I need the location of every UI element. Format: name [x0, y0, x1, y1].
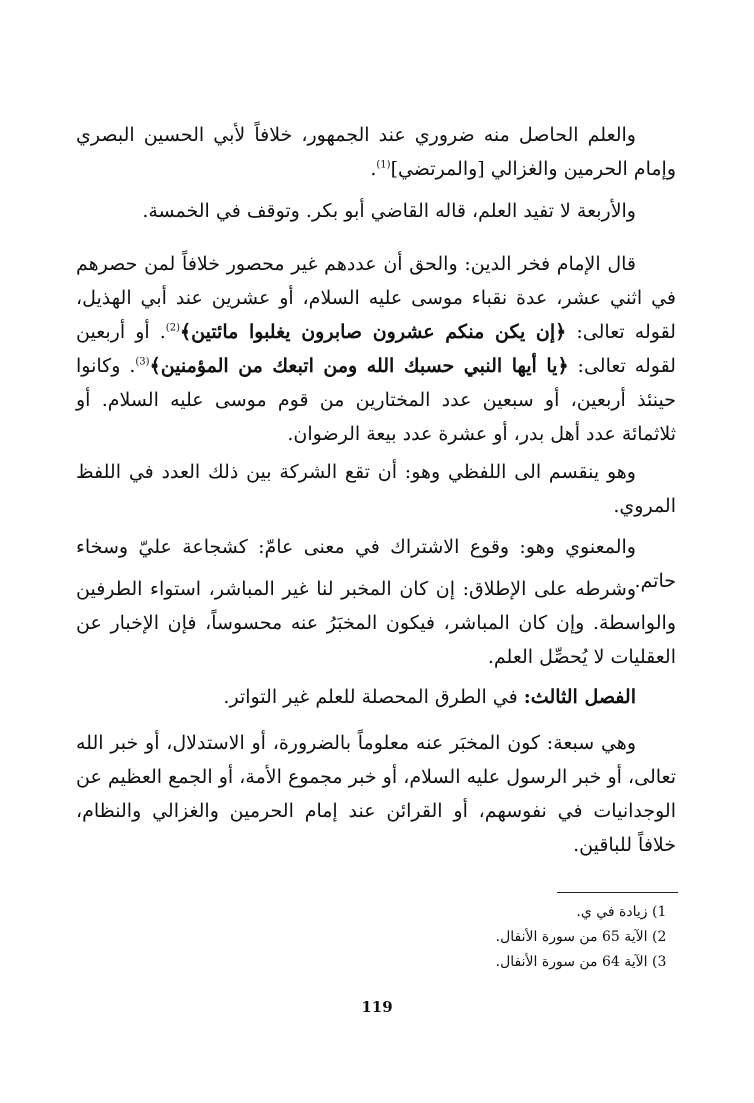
- footnote-number: 1): [652, 904, 667, 920]
- paragraph-1-text: والعلم الحاصل منه ضروري عند الجمهور، خلافاً لأبي الحسين البصري وإمام الحرمين والغزالي [والمرتضي]: [76, 124, 676, 180]
- paragraph-1-tail: .: [370, 158, 377, 180]
- footnote-ref-3: (3): [135, 356, 150, 368]
- footnote-number: 2): [652, 929, 667, 945]
- footnote-text: زيادة في ي.: [576, 904, 648, 920]
- paragraph-2: والأربعة لا تفيد العلم، قاله القاضي أبو بكر. وتوقف في الخمسة.: [142, 200, 636, 222]
- footnote-number: 3): [652, 954, 667, 970]
- paragraph-7: وهي سبعة: كون المخبَر عنه معلوماً بالضرورة، أو الاستدلال، أو خبر الله تعالى، أو خبر الرسول عليه السلام، أو خبر مجموع الأمة، أو الجمع العظيم عن الوجدانيات في نفوسهم، أو القرائن عند إمام الحرمين والغزالي والنظام، خلافاً للباقين.: [76, 732, 676, 856]
- paragraph-3-text-a: قال الإمام فخر الدين: والحق أن عددهم غير محصور خلافاً لمن حصرهم في اثني عشر، عدة نقباء موسى عليه السلام، أو عشرين عند أبي الهذيل، لقوله تعالى:: [76, 253, 676, 343]
- section-heading-title: في الطرق المحصلة للعلم غير التواتر.: [223, 686, 524, 708]
- page-number: 119: [361, 998, 393, 1016]
- paragraph-6: وشرطه على الإطلاق: إن كان المخبر لنا غير المباشر، استواء الطرفين والواسطة. وإن كان المباشر، فيكون المخبَرُ عنه محسوساً، فإن الإخبار عن العقليات لا يُحصِّل العلم.: [76, 578, 676, 668]
- footnote-2: [496, 925, 674, 949]
- quran-quote-1: ﴿إن يكن منكم عشرون صابرون يغلبوا مائتين﴾: [179, 321, 567, 343]
- footnote-3: [496, 950, 674, 974]
- paragraph-4: وهو ينقسم الى اللفظي وهو: أن تقع الشركة بين ذلك العدد في اللفظ المروي.: [76, 461, 676, 517]
- paragraph-1: [76, 118, 676, 186]
- footnote-ref-2: (2): [165, 322, 180, 334]
- paragraph-3-text-c: . وكانوا حينئذ أربعين، أو سبعين عدد المختارين من قوم موسى عليه السلام. أو ثلاثمائة عدد أهل بدر، أو عشرة عدد بيعة الرضوان.: [76, 355, 676, 445]
- paragraph-3: [76, 247, 676, 451]
- section-heading-label: الفصل الثالث:: [523, 686, 636, 708]
- quran-quote-2: ﴿يا أيها النبي حسبك الله ومن اتبعك من المؤمنين﴾: [149, 355, 569, 377]
- footnote-divider: [557, 892, 678, 893]
- paragraph-3-text-b: . أو أربعين لقوله تعالى:: [76, 321, 676, 377]
- footnote-ref-1: (1): [376, 159, 391, 171]
- footnote-1: [576, 900, 674, 924]
- footnote-text: الآية 64 من سورة الأنفال.: [495, 954, 648, 970]
- section-heading: [76, 680, 676, 714]
- footnote-text: الآية 65 من سورة الأنفال.: [495, 929, 648, 945]
- paragraph-5: والمعنوي وهو: وقوع الاشتراك في معنى عامّ: كشجاعة عليّ وسخاء حاتم.: [76, 536, 676, 592]
